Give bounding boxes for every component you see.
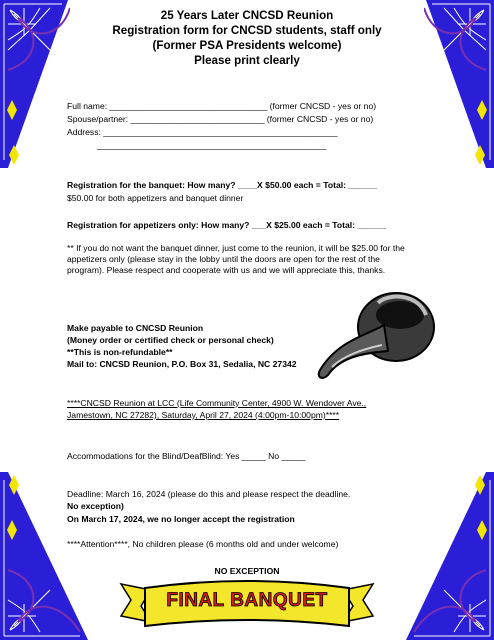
deadline-line-2: No exception)	[67, 501, 124, 511]
full-name-field[interactable]: Full name: _________________________________ (former CNCSD - yes or no)	[67, 101, 377, 111]
no-exception-label: NO EXCEPTION	[214, 566, 280, 576]
header-line-4: Please print clearly	[194, 54, 300, 67]
venue-line-2: Jamestown, NC 27282), Saturday, April 27, 2024 (4:00pm-10:00pm)****	[67, 410, 340, 420]
header-line-3: (Former PSA Presidents welcome)	[152, 39, 342, 52]
mail-to: Mail to: CNCSD Reunion, P.O. Box 31, Sedalia, NC 27342	[67, 359, 297, 369]
venue-line-1: ****CNCSD Reunion at LCC (Life Community Center, 4900 W. Wendover Ave.,	[67, 398, 367, 408]
accommodations-field[interactable]: Accommodations for the Blind/DeafBlind: Yes _____ No _____	[67, 451, 306, 461]
address-line-2[interactable]: ________________________________________________	[97, 140, 327, 150]
spouse-field[interactable]: Spouse/partner: ____________________________ (former CNCSD - yes or no)	[67, 114, 374, 124]
corner-ornament-bottom-right	[404, 470, 494, 640]
address-field[interactable]: Address: _________________________________________________	[67, 127, 338, 137]
banquet-note: $50.00 for both appetizers and banquet dinner	[67, 193, 244, 203]
header-line-2: Registration form for CNCSD students, staff only	[112, 24, 382, 37]
hook-illustration	[308, 285, 438, 395]
attention-note: ****Attention****, No children please (6 months old and under welcome)	[67, 539, 339, 549]
appetizers-note: ** If you do not want the banquet dinner, just come to the reunion, it will be $25.00 for the appetizers only (please stay in the lobby until the doors are open for the rest of the program). Please respect and cooperate with us and we will appreciate this, thanks.	[67, 243, 405, 276]
final-banquet-text: FINAL BANQUET	[166, 590, 328, 611]
banquet-registration[interactable]: Registration for the banquet: How many? ____X $50.00 each = Total: ______	[67, 180, 378, 190]
appetizers-registration[interactable]: Registration for appetizers only: How many? ___X $25.00 each = Total: ______	[67, 220, 387, 230]
payable-to: Make payable to CNCSD Reunion	[67, 323, 204, 333]
deadline-line-3: On March 17, 2024, we no longer accept the registration	[67, 514, 295, 524]
payment-method: (Money order or certified check or personal check)	[67, 335, 274, 345]
non-refundable: **This is non-refundable**	[67, 347, 173, 357]
deadline-line-1: Deadline: March 16, 2024 (please do this and please respect the deadline.	[67, 489, 351, 499]
header-line-1: 25 Years Later CNCSD Reunion	[160, 9, 334, 22]
